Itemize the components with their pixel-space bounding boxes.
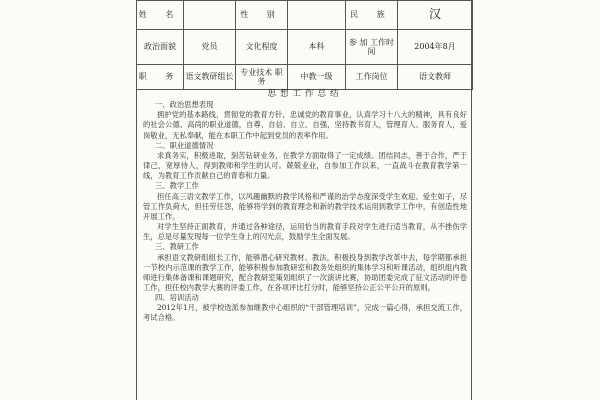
professional-title-label: 专业技术 职 务 <box>236 65 288 90</box>
education-label: 文化程度 <box>236 30 288 65</box>
table-row <box>137 1 473 30</box>
section-paragraph: 担任高三语文教学工作，以风趣幽默的教学风格和严谨的治学态度深受学生欢迎、爱生如子，尽管工作负荷大，但任劳任怨，能够将学到的教育理念和新的教学技术运用到教学工作中，有创造性地开展工作。 <box>143 191 467 221</box>
section-heading: 四、培训活动 <box>155 293 199 303</box>
work-post-label: 工作岗位 <box>346 65 398 90</box>
table-row <box>137 65 473 90</box>
work-post-value: 语文教师 <box>398 65 473 90</box>
position-value: 语文教研组长 <box>184 65 236 90</box>
section-heading: 二、职业道德情况 <box>155 140 214 150</box>
name-label: 姓 名 <box>137 1 184 30</box>
professional-title-value: 中教一级 <box>288 65 346 90</box>
political-status-label: 政治面貌 <box>137 30 184 65</box>
work-start-label: 参 加 工作时间 <box>346 30 398 65</box>
personal-info-table <box>136 0 473 90</box>
political-status-value: 党员 <box>184 30 236 65</box>
section-heading: 三、教研工作 <box>155 242 199 252</box>
table-row <box>137 30 473 65</box>
summary-title: 思想工作总结 <box>267 89 343 99</box>
position-label: 职 务 <box>137 65 184 90</box>
gender-value <box>288 1 346 30</box>
section-paragraph: 承担语文教研组组长工作，能够潜心研究教材、教法，积极投身到教学改革中去，每学期都承担一节校内示范课的教学工作，能够积极参加教研室和教务处组织的集体学习和听课活动，组织组内教师进行集体备课和课题研究，配合教研室策划组织了一次演讲比赛，协助团委完成了征文活动的评卷工作，担任校内教学大赛的评委工作，在各项评比打分时，能够坚持公正公平公开的原则。 <box>143 252 467 292</box>
section-heading: 三、教学工作 <box>155 181 199 191</box>
work-summary <box>143 89 467 324</box>
work-start-value: 2004年8月 <box>398 30 473 65</box>
education-value: 本科 <box>288 30 346 65</box>
name-value <box>184 1 236 30</box>
section-paragraph: 对学生坚持正面教育，并通过各种途径，运用恰当的教育手段对学生进行适当教育，从不挫伤学生，总是尽量发现每一位学生身上的闪光点，鼓励学生全面发展。 <box>143 222 467 242</box>
section-paragraph: 2012年1月，被学校选派参加继教中心组织的“干部管理培训”，完成一篇心得，承担交流工作，考试合格。 <box>143 303 467 323</box>
gender-label: 性 别 <box>236 1 288 30</box>
ethnicity-label: 民 族 <box>346 1 398 30</box>
section-paragraph: 求真务实，积极进取，刻苦钻研业务，在教学方面取得了一定成绩。团结同志，善于合作，严于律己，宽厚待人，得到教师和学生的认可。兢兢业业，自参加工作以来，一直战斗在教育教学第一线，为教育工作贡献自己的青春和力量。 <box>143 150 467 181</box>
section-heading: 一、政治思想表现 <box>155 100 214 110</box>
section-paragraph: 拥护党的基本路线，贯彻党的教育方针，忠诚党的教育事业，认真学习十八大的精神，具有良好的社会公德、高尚的职业道德，自尊、自信、自立、自强，坚持教书育人，管理育人、服务育人，爱岗敬业，无私奉献，能在本职工作中起到党员的表率作用。 <box>143 110 467 140</box>
ethnicity-value: 汉 <box>398 1 473 30</box>
